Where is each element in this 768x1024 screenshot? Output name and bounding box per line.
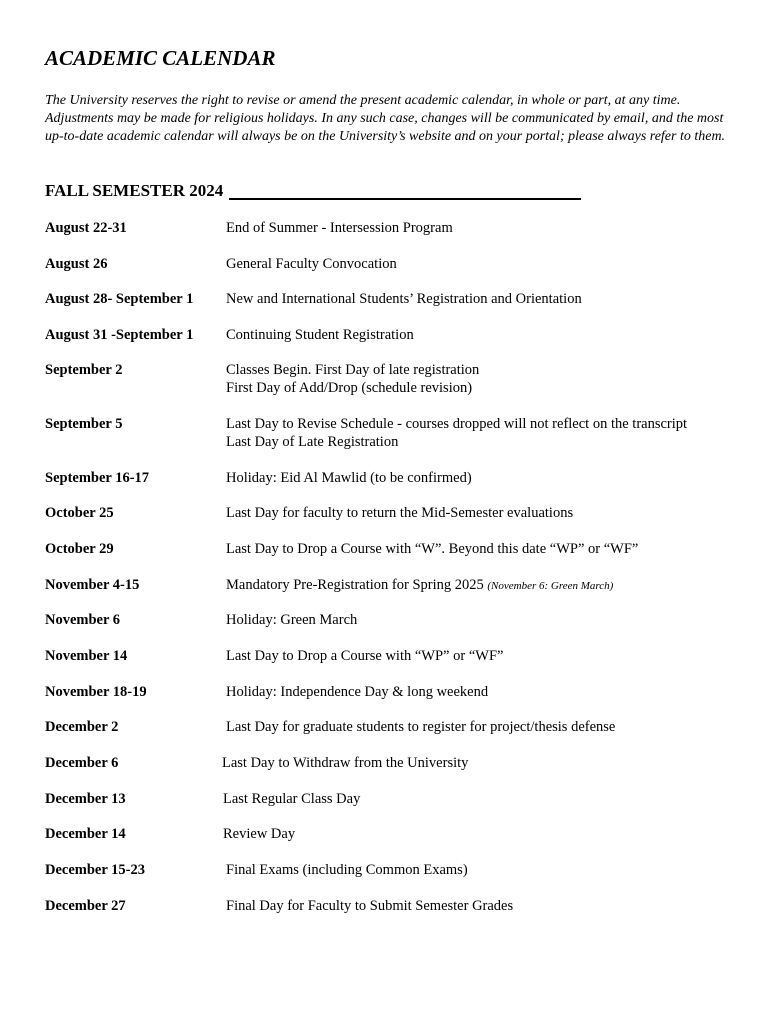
- event-line: Final Exams (including Common Exams): [226, 862, 468, 878]
- event-line: Review Day: [223, 826, 296, 842]
- event-line: Last Day to Withdraw from the University: [222, 755, 469, 771]
- event-description: [223, 790, 360, 808]
- event-date: November 18-19: [45, 684, 147, 700]
- event-date: November 6: [45, 612, 121, 628]
- event-description: [226, 861, 468, 879]
- page-title: ACADEMIC CALENDAR: [45, 46, 276, 70]
- event-line: Final Day for Faculty to Submit Semester Grades: [226, 898, 514, 914]
- event-date: October 29: [45, 541, 114, 557]
- event-line: New and International Students’ Registration and Orientation: [226, 291, 582, 307]
- event-date: September 5: [45, 416, 123, 432]
- event-date: October 25: [45, 505, 114, 521]
- disclaimer-text: The University reserves the right to revise or amend the present academic calendar, in whole or part, at any time. Adjustments may be made for religious holidays. In any such case, changes will be communicated by email, and the most up-to-date academic calendar will always be on the University’s website and on your portal; please always refer to them.: [45, 93, 726, 144]
- event-line: Last Day to Drop a Course with “W”. Beyond this date “WP” or “WF”: [226, 541, 639, 557]
- event-line: Holiday: Green March: [226, 612, 358, 628]
- event-date: December 27: [45, 898, 126, 914]
- event-line: Last Day to Drop a Course with “WP” or “WF”: [226, 648, 504, 664]
- event-line: Last Day to Revise Schedule - courses dropped will not reflect on the transcript: [226, 416, 688, 432]
- event-description: [226, 611, 357, 629]
- event-description: [226, 469, 472, 487]
- event-description: [226, 647, 503, 665]
- event-description: [222, 754, 468, 772]
- event-date: December 13: [45, 791, 126, 807]
- event-date: December 2: [45, 719, 119, 735]
- semester-label: FALL SEMESTER 2024: [45, 181, 224, 200]
- event-line: General Faculty Convocation: [226, 256, 397, 272]
- event-description: [223, 825, 295, 843]
- event-date: September 16-17: [45, 470, 150, 486]
- event-description: [226, 504, 573, 522]
- event-description: [226, 219, 453, 237]
- event-date: September 2: [45, 362, 123, 378]
- event-date: December 15-23: [45, 862, 145, 878]
- event-line: Last Day of Late Registration: [226, 434, 399, 450]
- event-date: December 14: [45, 826, 126, 842]
- event-line: End of Summer - Intersession Program: [226, 220, 453, 236]
- event-line: Holiday: Eid Al Mawlid (to be confirmed): [226, 470, 472, 486]
- event-line: [226, 576, 613, 595]
- event-date: November 4-15: [45, 577, 140, 593]
- event-description: [226, 255, 397, 273]
- event-line: Last Day for graduate students to register for project/thesis defense: [226, 719, 616, 735]
- event-date: August 22-31: [45, 220, 127, 236]
- event-date: August 28- September 1: [45, 291, 194, 307]
- event-date: December 6: [45, 755, 119, 771]
- event-note: (November 6: Green March): [487, 580, 614, 592]
- event-line: First Day of Add/Drop (schedule revision): [226, 380, 473, 396]
- event-description: [226, 718, 615, 736]
- event-description: [226, 326, 414, 344]
- event-line: Last Day for faculty to return the Mid-Semester evaluations: [226, 505, 574, 521]
- event-description: [226, 361, 479, 397]
- event-date: August 26: [45, 256, 108, 272]
- event-line: Classes Begin. First Day of late registration: [226, 362, 480, 378]
- event-line: Last Regular Class Day: [223, 791, 361, 807]
- event-date: August 31 -September 1: [45, 327, 194, 343]
- heading-underline: [229, 198, 581, 200]
- event-description: [226, 540, 638, 558]
- event-line-text: Mandatory Pre-Registration for Spring 2025: [226, 577, 484, 593]
- event-line: Holiday: Independence Day & long weekend: [226, 684, 489, 700]
- event-description: [226, 897, 513, 915]
- event-description: [226, 576, 613, 595]
- event-line: Continuing Student Registration: [226, 327, 414, 343]
- event-description: [226, 683, 488, 701]
- semester-heading: [45, 180, 581, 202]
- event-description: [226, 290, 582, 308]
- event-description: [226, 415, 687, 451]
- event-date: November 14: [45, 648, 128, 664]
